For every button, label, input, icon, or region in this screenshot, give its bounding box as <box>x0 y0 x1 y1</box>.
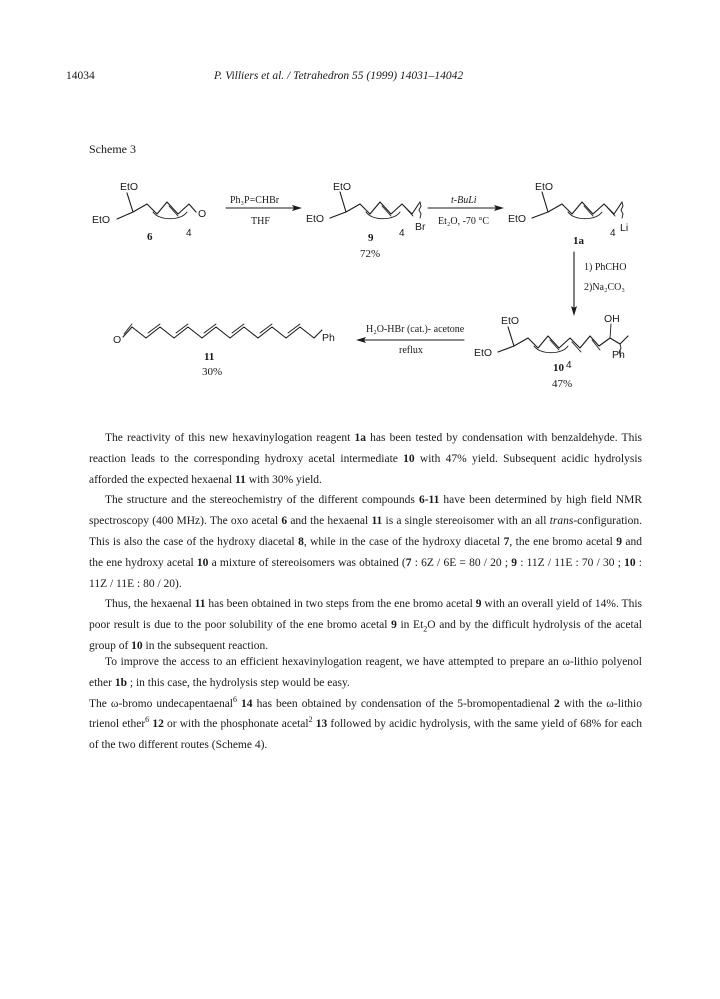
reagent-label: t-BuLi <box>451 195 477 206</box>
paragraph: The structure and the stereochemistry of the different compounds 6-11 have been determined by high field NMR spectroscopy (400 MHz). The oxo acetal 6 and the hexaenal 11 is a single stereoisomer with an all trans-configuration. This is also the case of the hydroxy diacetal 8, while in the case of the hydroxy diacetal 7, the ene bromo acetal 9 and the ene hydroxy acetal 10 a mixture of stereoisomers was obtained (7 : 6Z / 6E = 80 / 20 ; 9 : 11Z / 11E : 70 / 30 ; 10 : 11Z / 11E : 80 / 20). <box>89 494 643 590</box>
compound-number-11: 11 <box>204 351 215 363</box>
running-header: P. Villiers et al. / Tetrahedron 55 (1999) 14031–14042 <box>214 70 464 82</box>
label-eto: EtO <box>333 181 352 193</box>
label-ph: Ph <box>322 332 335 344</box>
compound-1a-structure <box>532 192 623 219</box>
compound-number-10: 10 <box>553 362 564 374</box>
label-eto: EtO <box>474 347 493 359</box>
label-oh: OH <box>604 313 620 325</box>
label-repeat-4: 4 <box>186 228 192 239</box>
compound-6-structure <box>117 193 196 219</box>
label-eto: EtO <box>120 181 139 193</box>
yield-9: 72% <box>360 248 381 260</box>
label-eto: EtO <box>508 213 527 225</box>
label-o: O <box>198 208 207 220</box>
compound-number-9: 9 <box>368 232 374 244</box>
compound-10-structure <box>498 324 628 356</box>
label-ph: Ph <box>612 349 625 361</box>
compound-9-structure <box>330 192 421 219</box>
label-eto: EtO <box>501 315 520 327</box>
condition-label: reflux <box>399 345 423 356</box>
body-text-block-2 <box>89 652 642 756</box>
label-repeat-4: 4 <box>610 228 616 239</box>
label-li: Li <box>620 222 629 234</box>
paragraph: The reactivity of this new hexavinylogation reagent 1a has been tested by condensation with benzaldehyde. This reaction leads to the corresponding hydroxy acetal intermediate 10 with 47% yield. Subsequent acidic hydrolysis afforded the expected hexaenal 11 with 30% yield. <box>89 432 642 486</box>
reagent-label: 2)Na₂CO₃ <box>584 282 625 293</box>
body-text-block-1 <box>89 428 642 657</box>
label-repeat-4: 4 <box>399 228 405 239</box>
label-eto: EtO <box>535 181 554 193</box>
yield-11: 30% <box>202 366 223 378</box>
label-eto: EtO <box>92 214 111 226</box>
reagent-label: 1) PhCHO <box>584 262 627 273</box>
reagent-label: Ph₃P=CHBr <box>230 195 280 206</box>
label-eto: EtO <box>306 213 325 225</box>
compound-11-structure <box>123 324 322 338</box>
scheme-label: Scheme 3 <box>89 142 136 156</box>
paragraph: The ω-bromo undecapentaenal$^6$ 14 has been obtained by condensation of the 5-bromopentadienal 2 with the ω-lithio trienol ether$^6$ 12 or with the phosphonate acetal$^2$ 13 followed by acidic hydrolysis, with the same yield of 68% for each of the two different routes (Scheme 4). <box>89 694 642 752</box>
label-o: O <box>113 334 122 346</box>
condition-label: Et₂O, -70 °C <box>438 216 490 227</box>
page-number: 14034 <box>66 70 95 82</box>
label-br: Br <box>415 221 426 233</box>
paragraph: Thus, the hexaenal 11 has been obtained in two steps from the ene bromo acetal 9 with an overall yield of 14%. This poor result is due to the poor solubility of the ene bromo acetal 9 in $Et_2O$ and by the difficult hydrolysis of the acetal group of 10 in the subsequent reaction. <box>89 598 642 652</box>
compound-number-1a: 1a <box>573 235 584 247</box>
yield-10: 47% <box>552 378 573 390</box>
label-repeat-4: 4 <box>566 360 572 371</box>
reagent-label: H₂O-HBr (cat.)- acetone <box>366 324 465 335</box>
scheme-3-diagram <box>0 170 720 400</box>
solvent-label: THF <box>251 216 270 227</box>
paragraph: To improve the access to an efficient hexavinylogation reagent, we have attempted to prepare an ω-lithio polyenol ether 1b ; in this case, the hydrolysis step would be easy. <box>89 656 642 689</box>
compound-number-6: 6 <box>147 231 153 243</box>
